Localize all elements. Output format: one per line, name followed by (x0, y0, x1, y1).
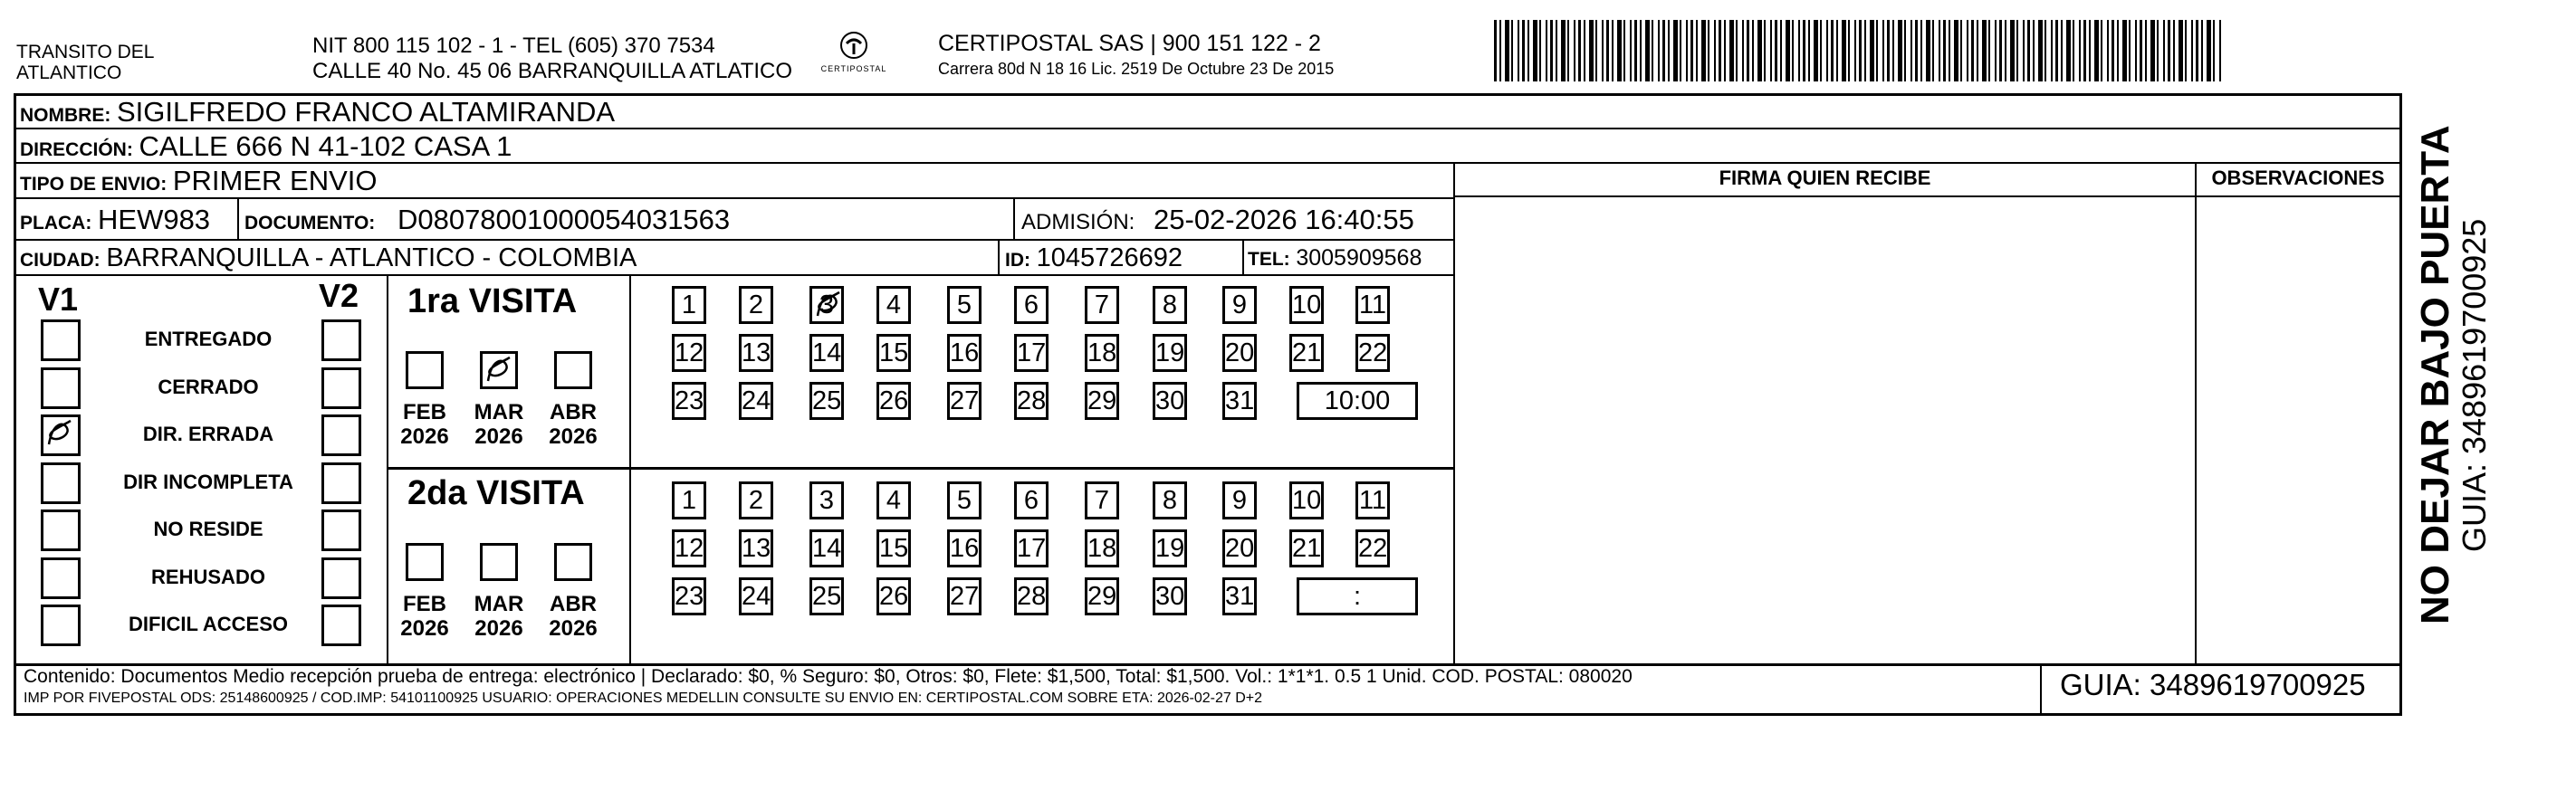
day-15-box[interactable] (876, 334, 911, 372)
nombre-label: NOMBRE: (20, 105, 111, 126)
day-12-box[interactable] (672, 334, 706, 372)
day-30-box[interactable] (1153, 382, 1187, 420)
day-7-box[interactable] (1085, 286, 1119, 324)
day-number: 31 (1225, 582, 1255, 611)
side-guia: GUIA: 3489619700925 (2456, 218, 2493, 552)
day-number: 10 (1292, 486, 1322, 515)
day-29-box[interactable] (1085, 382, 1119, 420)
day-24-box[interactable] (739, 577, 773, 615)
day-number: 10 (1292, 290, 1322, 319)
ciudad-row (20, 242, 637, 277)
id-row (1005, 242, 1183, 277)
status-v2-checkbox[interactable] (321, 605, 361, 646)
day-19-box[interactable] (1153, 529, 1187, 567)
status-v2-checkbox[interactable] (321, 462, 361, 504)
month-label (393, 592, 456, 641)
footer-line2: IMP POR FIVEPOSTAL ODS: 25148600925 / COD.IMP: 54101100925 USUARIO: OPERACIONES MEDELLIN CONSULTE SU ENVIO EN: CERTIPOSTAL.COM SOBRE ETA: 2026-02-27 D+2 (24, 690, 1263, 706)
id-value: 1045726692 (1036, 243, 1183, 272)
day-number: 25 (812, 386, 842, 415)
month-year: 2026 (549, 616, 598, 641)
tel-row (1248, 242, 1422, 276)
status-v2-checkbox[interactable] (321, 319, 361, 361)
nit-line: NIT 800 115 102 - 1 - TEL (605) 370 7534 (312, 33, 715, 58)
day-number: 16 (950, 338, 980, 367)
month-checkbox[interactable] (554, 543, 592, 581)
month-label (541, 400, 605, 449)
day-10-box[interactable] (1289, 286, 1324, 324)
day-number: 15 (879, 338, 909, 367)
day-6-box[interactable] (1014, 481, 1049, 519)
day-3-box[interactable] (809, 481, 844, 519)
day-15-box[interactable] (876, 529, 911, 567)
status-label: NO RESIDE (153, 518, 263, 540)
day-25-box[interactable] (809, 577, 844, 615)
day-number: 5 (956, 486, 972, 515)
ciudad-value: BARRANQUILLA - ATLANTICO - COLOMBIA (106, 243, 637, 272)
status-v1-checkbox[interactable] (41, 319, 81, 361)
day-number: 16 (950, 534, 980, 563)
footer-guia: GUIA: 3489619700925 (2060, 668, 2366, 701)
id-label: ID: (1005, 250, 1030, 271)
month-name: FEB (403, 400, 446, 424)
side-warning: NO DEJAR BAJO PUERTA (2413, 125, 2457, 624)
day-number: 11 (1358, 486, 1387, 515)
day-number: 5 (956, 290, 972, 319)
day-19-box[interactable] (1153, 334, 1187, 372)
day-number: 30 (1155, 386, 1185, 415)
status-v1-checkbox[interactable] (41, 462, 81, 504)
day-3-box[interactable] (809, 286, 844, 324)
status-label: DIR. ERRADA (142, 423, 274, 445)
check-mark-icon (483, 354, 515, 386)
day-11-box[interactable] (1355, 481, 1390, 519)
status-v1-checkbox[interactable] (41, 367, 81, 409)
v2-label: V2 (319, 277, 359, 314)
tipo-value: PRIMER ENVIO (172, 165, 378, 196)
day-number: 4 (886, 486, 902, 515)
day-number: 15 (879, 534, 909, 563)
month-name: ABR (550, 592, 597, 616)
day-17-box[interactable] (1014, 529, 1049, 567)
placa-label: PLACA: (20, 213, 92, 233)
day-12-box[interactable] (672, 529, 706, 567)
day-number: 25 (812, 582, 842, 611)
day-number: 27 (950, 582, 980, 611)
check-mark-icon (43, 417, 76, 450)
day-number: 1 (681, 486, 697, 515)
day-20-box[interactable] (1222, 334, 1257, 372)
day-number: 26 (879, 386, 909, 415)
admision-label: ADMISIÓN: (1021, 210, 1135, 234)
day-number: 8 (1162, 290, 1178, 319)
month-year: 2026 (400, 616, 449, 641)
day-number: 17 (1017, 534, 1047, 563)
status-v2-checkbox[interactable] (321, 510, 361, 551)
day-31-box[interactable] (1222, 577, 1257, 615)
day-number: 7 (1094, 486, 1110, 515)
visit2-title: 2da VISITA (407, 474, 585, 512)
month-name: MAR (474, 400, 524, 424)
day-14-box[interactable] (809, 529, 844, 567)
day-22-box[interactable] (1355, 334, 1390, 372)
address-line: CALLE 40 No. 45 06 BARRANQUILLA ATLATICO (312, 59, 793, 83)
direccion-row (20, 130, 512, 167)
day-10-box[interactable] (1289, 481, 1324, 519)
day-number: 20 (1225, 534, 1255, 563)
day-number: 23 (675, 582, 704, 611)
firma-header: FIRMA QUIEN RECIBE (1719, 167, 1931, 189)
day-number: 20 (1225, 338, 1255, 367)
logo-icon (836, 31, 872, 60)
day-14-box[interactable] (809, 334, 844, 372)
day-29-box[interactable] (1085, 577, 1119, 615)
logo-text: CERTIPOSTAL (820, 64, 887, 73)
month-name: ABR (550, 400, 597, 424)
month-checkbox[interactable] (406, 351, 444, 389)
documento-value: D08078001000054031563 (397, 204, 731, 235)
observaciones-header: OBSERVACIONES (2211, 167, 2385, 189)
day-23-box[interactable] (672, 577, 706, 615)
time-box[interactable] (1297, 577, 1418, 615)
day-13-box[interactable] (739, 334, 773, 372)
day-number: 3 (819, 486, 835, 515)
day-30-box[interactable] (1153, 577, 1187, 615)
month-checkbox[interactable] (480, 351, 518, 389)
day-24-box[interactable] (739, 382, 773, 420)
day-number: 27 (950, 386, 980, 415)
placa-value: HEW983 (98, 204, 211, 235)
v1-label: V1 (38, 281, 79, 318)
day-number: 29 (1087, 582, 1117, 611)
day-number: 6 (1023, 486, 1039, 515)
month-year: 2026 (400, 424, 449, 449)
day-number: 4 (886, 290, 902, 319)
day-13-box[interactable] (739, 529, 773, 567)
day-1-box[interactable] (672, 286, 706, 324)
barcode (1494, 20, 2223, 81)
status-label: CERRADO (158, 375, 259, 398)
day-21-box[interactable] (1289, 529, 1324, 567)
day-number: 14 (812, 338, 842, 367)
day-25-box[interactable] (809, 382, 844, 420)
day-26-box[interactable] (876, 382, 911, 420)
day-9-box[interactable] (1222, 481, 1257, 519)
documento-label: DOCUMENTO: (244, 213, 376, 233)
status-v2-checkbox[interactable] (321, 414, 361, 456)
day-28-box[interactable] (1014, 577, 1049, 615)
documento-row (244, 204, 730, 240)
day-8-box[interactable] (1153, 286, 1187, 324)
day-5-box[interactable] (947, 286, 982, 324)
direccion-label: DIRECCIÓN: (20, 139, 133, 160)
nombre-row (20, 96, 615, 132)
day-number: 19 (1155, 338, 1185, 367)
day-7-box[interactable] (1085, 481, 1119, 519)
tipo-label: TIPO DE ENVIO: (20, 174, 168, 195)
status-v2-checkbox[interactable] (321, 557, 361, 599)
org-line2: ATLANTICO (16, 62, 122, 83)
time-value: 10:00 (1324, 386, 1391, 415)
day-9-box[interactable] (1222, 286, 1257, 324)
day-20-box[interactable] (1222, 529, 1257, 567)
direccion-value: CALLE 666 N 41-102 CASA 1 (139, 130, 512, 162)
month-label (467, 592, 531, 641)
day-number: 13 (742, 338, 771, 367)
day-22-box[interactable] (1355, 529, 1390, 567)
month-checkbox[interactable] (480, 543, 518, 581)
day-number: 9 (1231, 290, 1248, 319)
check-mark-icon (812, 289, 845, 321)
tel-label: TEL: (1248, 249, 1290, 270)
day-2-box[interactable] (739, 481, 773, 519)
day-number: 12 (675, 338, 704, 367)
day-28-box[interactable] (1014, 382, 1049, 420)
day-number: 1 (681, 290, 697, 319)
day-number: 14 (812, 534, 842, 563)
day-number: 21 (1292, 338, 1322, 367)
day-number: 12 (675, 534, 704, 563)
day-8-box[interactable] (1153, 481, 1187, 519)
tel-value: 3005909568 (1296, 245, 1422, 271)
admision-value: 25-02-2026 16:40:55 (1154, 204, 1414, 235)
status-v1-checkbox[interactable] (41, 414, 81, 456)
ciudad-label: CIUDAD: (20, 250, 101, 271)
day-number: 17 (1017, 338, 1047, 367)
status-v1-checkbox[interactable] (41, 510, 81, 551)
day-number: 2 (748, 290, 764, 319)
day-23-box[interactable] (672, 382, 706, 420)
day-1-box[interactable] (672, 481, 706, 519)
day-27-box[interactable] (947, 577, 982, 615)
footer-line1: Contenido: Documentos Medio recepción prueba de entrega: electrónico | Declarado: $0, % Seguro: $0, Otros: $0, Flete: $1,500, Total: $1,500. Vol.: 1*1*1. 0.5 1 Unid. COD. POSTAL: 080020 (24, 666, 1633, 687)
day-4-box[interactable] (876, 481, 911, 519)
certipostal-logo (813, 31, 895, 73)
day-number: 13 (742, 534, 771, 563)
visit1-title: 1ra VISITA (407, 282, 578, 320)
day-18-box[interactable] (1085, 529, 1119, 567)
license-line: Carrera 80d N 18 16 Lic. 2519 De Octubre 23 De 2015 (938, 60, 1335, 78)
tipo-row (20, 165, 378, 201)
month-label (541, 592, 605, 641)
day-number: 6 (1023, 290, 1039, 319)
day-16-box[interactable] (947, 334, 982, 372)
day-number: 2 (748, 486, 764, 515)
day-number: 18 (1087, 338, 1117, 367)
status-label: DIFICIL ACCESO (128, 613, 288, 635)
day-number: 28 (1017, 582, 1047, 611)
day-number: 19 (1155, 534, 1185, 563)
placa-row (20, 204, 210, 240)
day-number: 24 (742, 582, 771, 611)
day-number: 21 (1292, 534, 1322, 563)
status-v1-checkbox[interactable] (41, 557, 81, 599)
month-year: 2026 (474, 616, 523, 641)
day-number: 11 (1358, 290, 1387, 319)
day-26-box[interactable] (876, 577, 911, 615)
day-number: 30 (1155, 582, 1185, 611)
day-4-box[interactable] (876, 286, 911, 324)
day-number: 9 (1231, 486, 1248, 515)
time-value: : (1353, 582, 1362, 611)
day-number: 24 (742, 386, 771, 415)
day-number: 7 (1094, 290, 1110, 319)
day-27-box[interactable] (947, 382, 982, 420)
day-number: 3 (819, 290, 835, 319)
month-name: FEB (403, 592, 446, 616)
month-year: 2026 (549, 424, 598, 449)
day-21-box[interactable] (1289, 334, 1324, 372)
org-name (16, 42, 154, 83)
day-17-box[interactable] (1014, 334, 1049, 372)
status-label: REHUSADO (151, 565, 265, 588)
org-line1: TRANSITO DEL (16, 42, 155, 62)
status-label: ENTREGADO (144, 328, 273, 350)
day-18-box[interactable] (1085, 334, 1119, 372)
day-number: 18 (1087, 534, 1117, 563)
status-label: DIR INCOMPLETA (123, 470, 293, 493)
month-name: MAR (474, 592, 524, 616)
month-checkbox[interactable] (406, 543, 444, 581)
day-number: 26 (879, 582, 909, 611)
day-16-box[interactable] (947, 529, 982, 567)
status-v1-checkbox[interactable] (41, 605, 81, 646)
status-v2-checkbox[interactable] (321, 367, 361, 409)
day-number: 23 (675, 386, 704, 415)
day-5-box[interactable] (947, 481, 982, 519)
day-number: 28 (1017, 386, 1047, 415)
company-line: CERTIPOSTAL SAS | 900 151 122 - 2 (938, 31, 1321, 56)
admision-row (1021, 204, 1414, 239)
nombre-value: SIGILFREDO FRANCO ALTAMIRANDA (117, 96, 616, 128)
month-label (467, 400, 531, 449)
day-number: 29 (1087, 386, 1117, 415)
day-number: 31 (1225, 386, 1255, 415)
month-year: 2026 (474, 424, 523, 449)
day-6-box[interactable] (1014, 286, 1049, 324)
month-label (393, 400, 456, 449)
day-number: 22 (1358, 338, 1388, 367)
day-31-box[interactable] (1222, 382, 1257, 420)
month-checkbox[interactable] (554, 351, 592, 389)
day-11-box[interactable] (1355, 286, 1390, 324)
day-number: 22 (1358, 534, 1388, 563)
time-box[interactable] (1297, 382, 1418, 420)
day-2-box[interactable] (739, 286, 773, 324)
day-number: 8 (1162, 486, 1178, 515)
